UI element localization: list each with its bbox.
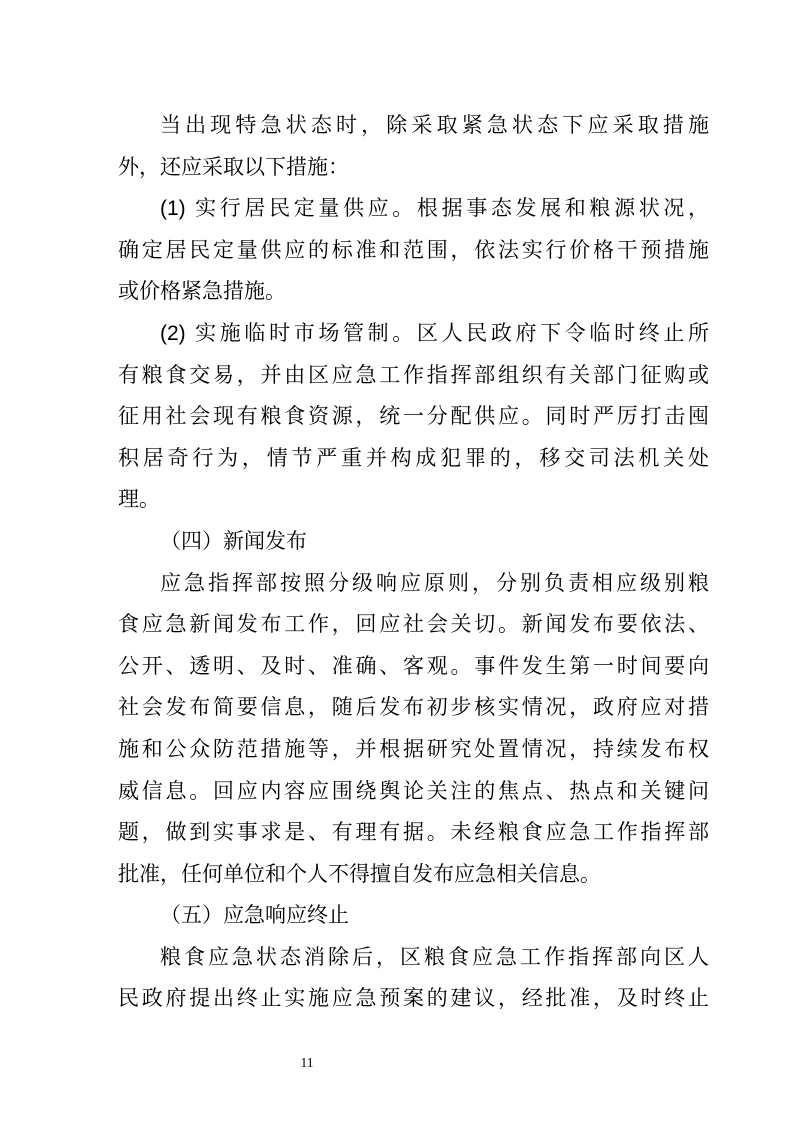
text-line: 确定居民定量供应的标准和范围，依法实行价格干预措施 [118, 238, 709, 262]
text-line: 威信息。回应内容应围绕舆论关注的焦点、热点和关键问 [118, 779, 709, 803]
text-line: 有粮食交易，并由区应急工作指挥部组织有关部门征购或 [118, 363, 709, 387]
text-line: (2) 实施临时市场管制。区人民政府下令临时终止所 [160, 321, 709, 345]
text-line: 社会发布简要信息，随后发布初步核实情况，政府应对措 [118, 696, 709, 720]
section-heading-line: （四）新闻发布 [160, 529, 307, 553]
text-line: 理。 [118, 488, 160, 512]
text-line: 食应急新闻发布工作，回应社会关切。新闻发布要依法、 [118, 613, 709, 637]
text-line: 公开、透明、及时、准确、客观。事件发生第一时间要向 [118, 654, 709, 678]
text-line: 民政府提出终止实施应急预案的建议，经批准，及时终止 [118, 987, 709, 1011]
text-line: 或价格紧急措施。 [118, 280, 286, 304]
text-line: 外，还应采取以下措施： [118, 155, 349, 179]
page-number: 11 [300, 1055, 314, 1070]
text-line: 积居奇行为，情节严重并构成犯罪的，移交司法机关处 [118, 446, 709, 470]
text-line: 施和公众防范措施等，并根据研究处置情况，持续发布权 [118, 737, 709, 761]
text-line: 批准，任何单位和个人不得擅自发布应急相关信息。 [118, 862, 601, 886]
text-line: 征用社会现有粮食资源，统一分配供应。同时严厉打击囤 [118, 405, 709, 429]
section-heading-line: （五）应急响应终止 [160, 904, 349, 928]
text-line: 粮食应急状态消除后，区粮食应急工作指挥部向区人 [160, 945, 709, 969]
document-body [118, 105, 709, 1020]
text-line: (1) 实行居民定量供应。根据事态发展和粮源状况， [160, 197, 709, 221]
text-line: 题，做到实事求是、有理有据。未经粮食应急工作指挥部 [118, 821, 709, 845]
text-line: 当出现特急状态时，除采取紧急状态下应采取措施 [160, 114, 709, 137]
text-line: 应急指挥部按照分级响应原则，分别负责相应级别粮 [160, 571, 709, 595]
